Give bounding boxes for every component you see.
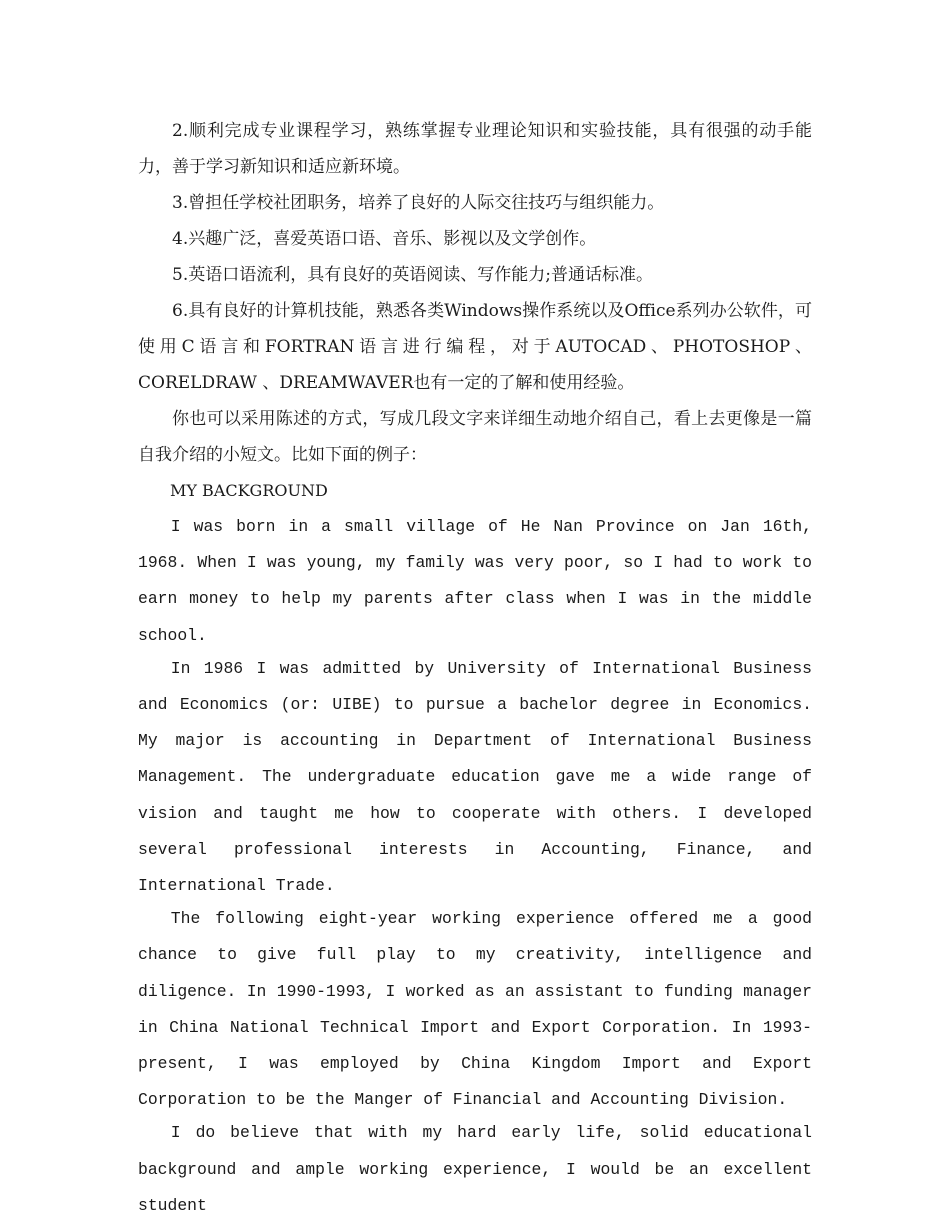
essay-paragraph-education: In 1986 I was admitted by University of International Business and Economics (or: UIBE) to pursue a bachelor degree in Economics. My major is accounting in Department of International Business Management. The undergraduate education gave me a wide range of vision and taught me how to cooperate with others. I developed several professional interests in Accounting, Finance, and International Trade. [138, 658, 812, 896]
paragraph-narrative-intro: 你也可以采用陈述的方式，写成几段文字来详细生动地介绍自己，看上去更像是一篇自我介绍的小短文。比如下面的例子： [138, 409, 812, 465]
paragraph-interests: 4.兴趣广泛，喜爱英语口语、音乐、影视以及文学创作。 [172, 229, 597, 249]
paragraph-language-skills: 5.英语口语流利，具有良好的英语阅读、写作能力;普通话标准。 [172, 265, 653, 285]
essay-paragraph-birth: I was born in a small village of He Nan Province on Jan 16th, 1968. When I was young, my family was very poor, so I had to work to earn money to help my parents after class when I was in the middle school. [138, 517, 812, 645]
paragraph-practical-skills: 2.顺利完成专业课程学习，熟练掌握专业理论知识和实验技能，具有很强的动手能力，善于学习新知识和适应新环境。 [138, 121, 812, 177]
document-page [138, 113, 812, 1221]
essay-heading: MY BACKGROUND [170, 481, 328, 500]
paragraph-club-experience: 3.曾担任学校社团职务，培养了良好的人际交往技巧与组织能力。 [172, 193, 665, 213]
essay-paragraph-conclusion: I do believe that with my hard early life, solid educational background and ample working experience, I would be an excellent student [138, 1123, 812, 1215]
paragraph-computer-skills: 6.具有良好的计算机技能，熟悉各类Windows操作系统以及Office系列办公软件，可使用C语言和FORTRAN语言进行编程，对于AUTOCAD、PHOTOSHOP、CORELDRAW 、DREAMWAVER也有一定的了解和使用经验。 [138, 301, 812, 393]
essay-paragraph-work: The following eight-year working experience offered me a good chance to give full play to my creativity, intelligence and diligence. In 1990-1993, I worked as an assistant to funding manager in China National Technical Import and Export Corporation. In 1993-present, I was employed by China Kingdom Import and Export Corporation to be the Manger of Financial and Accounting Division. [138, 909, 812, 1110]
